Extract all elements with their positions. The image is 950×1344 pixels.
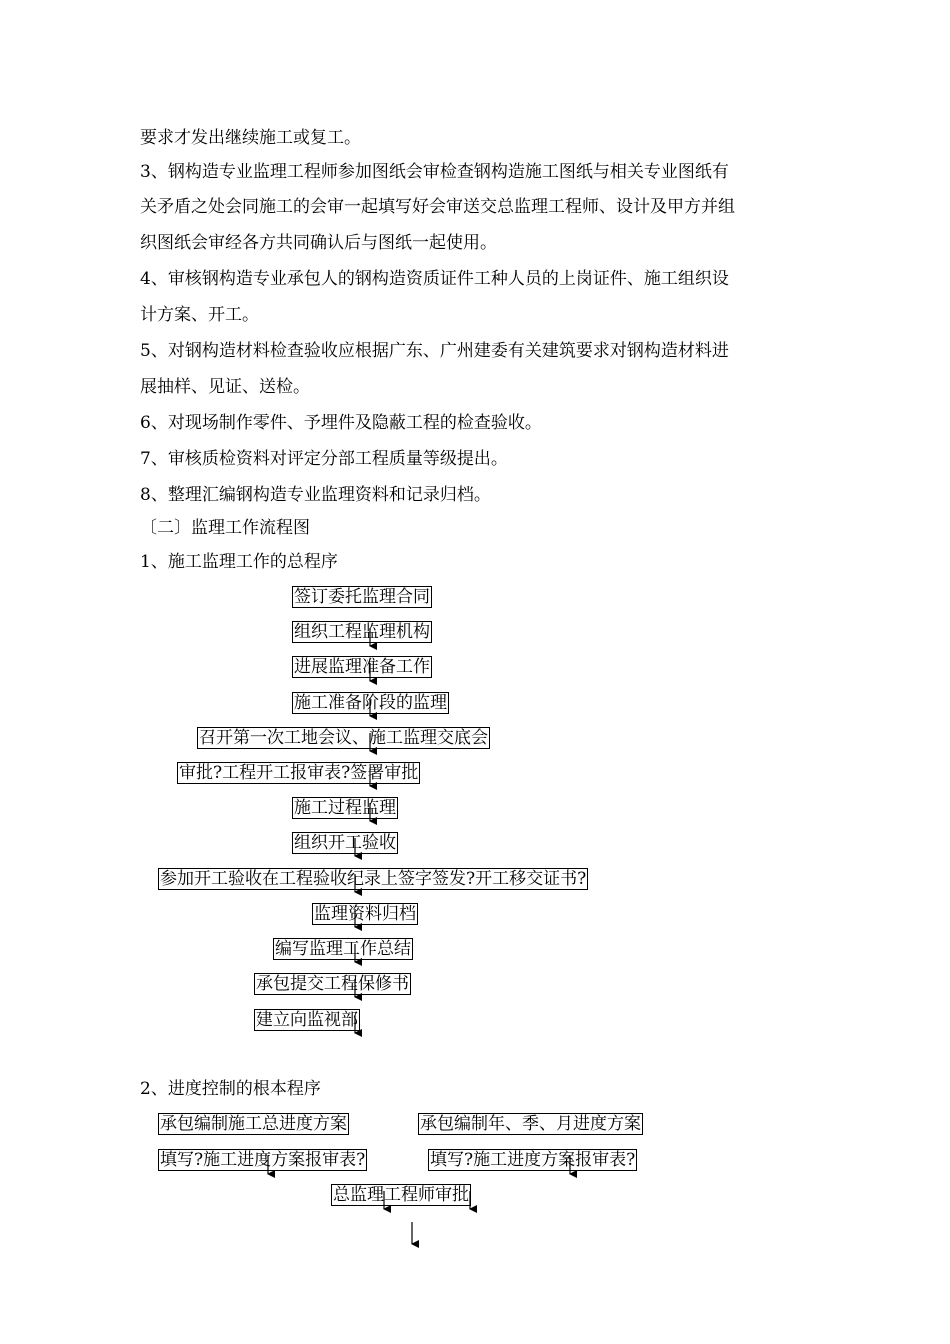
flow-step-box: 审批?工程开工报审表?签署审批 xyxy=(179,763,419,783)
flow2-approval-box: 总监理工程师审批 xyxy=(333,1185,469,1205)
paragraph-line: 关矛盾之处会同施工的会审一起填写好会审送交总监理工程师、设计及甲方并组 xyxy=(140,197,735,217)
flow2-left-form-box: 填写?施工进度方案报审表? xyxy=(160,1150,366,1170)
paragraph-line: 5、对钢构造材料检查验收应根据广东、广州建委有关建筑要求对钢构造材料进 xyxy=(140,341,729,361)
subsection-heading: 2、进度控制的根本程序 xyxy=(140,1079,321,1099)
flow-step-box: 施工准备阶段的监理 xyxy=(294,693,447,713)
flow-step-box: 施工过程监理 xyxy=(294,798,396,818)
section-heading: 〔二〕监理工作流程图 xyxy=(140,518,310,538)
flow2-left-top-box: 承包编制施工总进度方案 xyxy=(160,1114,347,1134)
paragraph-line: 展抽样、见证、送检。 xyxy=(140,377,310,397)
flow-step-box: 承包提交工程保修书 xyxy=(256,974,409,994)
flow-step-box: 建立向监视部 xyxy=(256,1010,358,1030)
paragraph-line: 要求才发出继续施工或复工。 xyxy=(140,128,361,148)
flow2-right-form-box: 填写?施工进度方案报审表? xyxy=(430,1150,636,1170)
flow-step-box: 参加开工验收在工程验收纪录上签字签发?开工移交证书? xyxy=(160,869,587,889)
flow-step-box: 组织开工验收 xyxy=(294,833,396,853)
paragraph-line: 织图纸会审经各方共同确认后与图纸一起使用。 xyxy=(140,233,497,253)
flow2-right-top-box: 承包编制年、季、月进度方案 xyxy=(420,1114,641,1134)
flow-step-box: 进展监理准备工作 xyxy=(294,657,430,677)
flow-step-box: 召开第一次工地会议、施工监理交底会 xyxy=(199,728,488,748)
flow-step-box: 编写监理工作总结 xyxy=(275,939,411,959)
paragraph-line: 4、审核钢构造专业承包人的钢构造资质证件工种人员的上岗证件、施工组织设 xyxy=(140,269,729,289)
paragraph-line: 计方案、开工。 xyxy=(140,305,259,325)
paragraph-line: 3、钢构造专业监理工程师参加图纸会审检查钢构造施工图纸与相关专业图纸有 xyxy=(140,162,729,182)
paragraph-line: 7、审核质检资料对评定分部工程质量等级提出。 xyxy=(140,449,508,469)
paragraph-line: 8、整理汇编钢构造专业监理资料和记录归档。 xyxy=(140,485,491,505)
paragraph-line: 6、对现场制作零件、予埋件及隐蔽工程的检查验收。 xyxy=(140,413,542,433)
flow-step-box: 监理资料归档 xyxy=(314,904,416,924)
flow-step-box: 组织工程监理机构 xyxy=(294,622,430,642)
subsection-heading: 1、施工监理工作的总程序 xyxy=(140,552,338,572)
flow-step-box: 签订委托监理合同 xyxy=(294,587,430,607)
